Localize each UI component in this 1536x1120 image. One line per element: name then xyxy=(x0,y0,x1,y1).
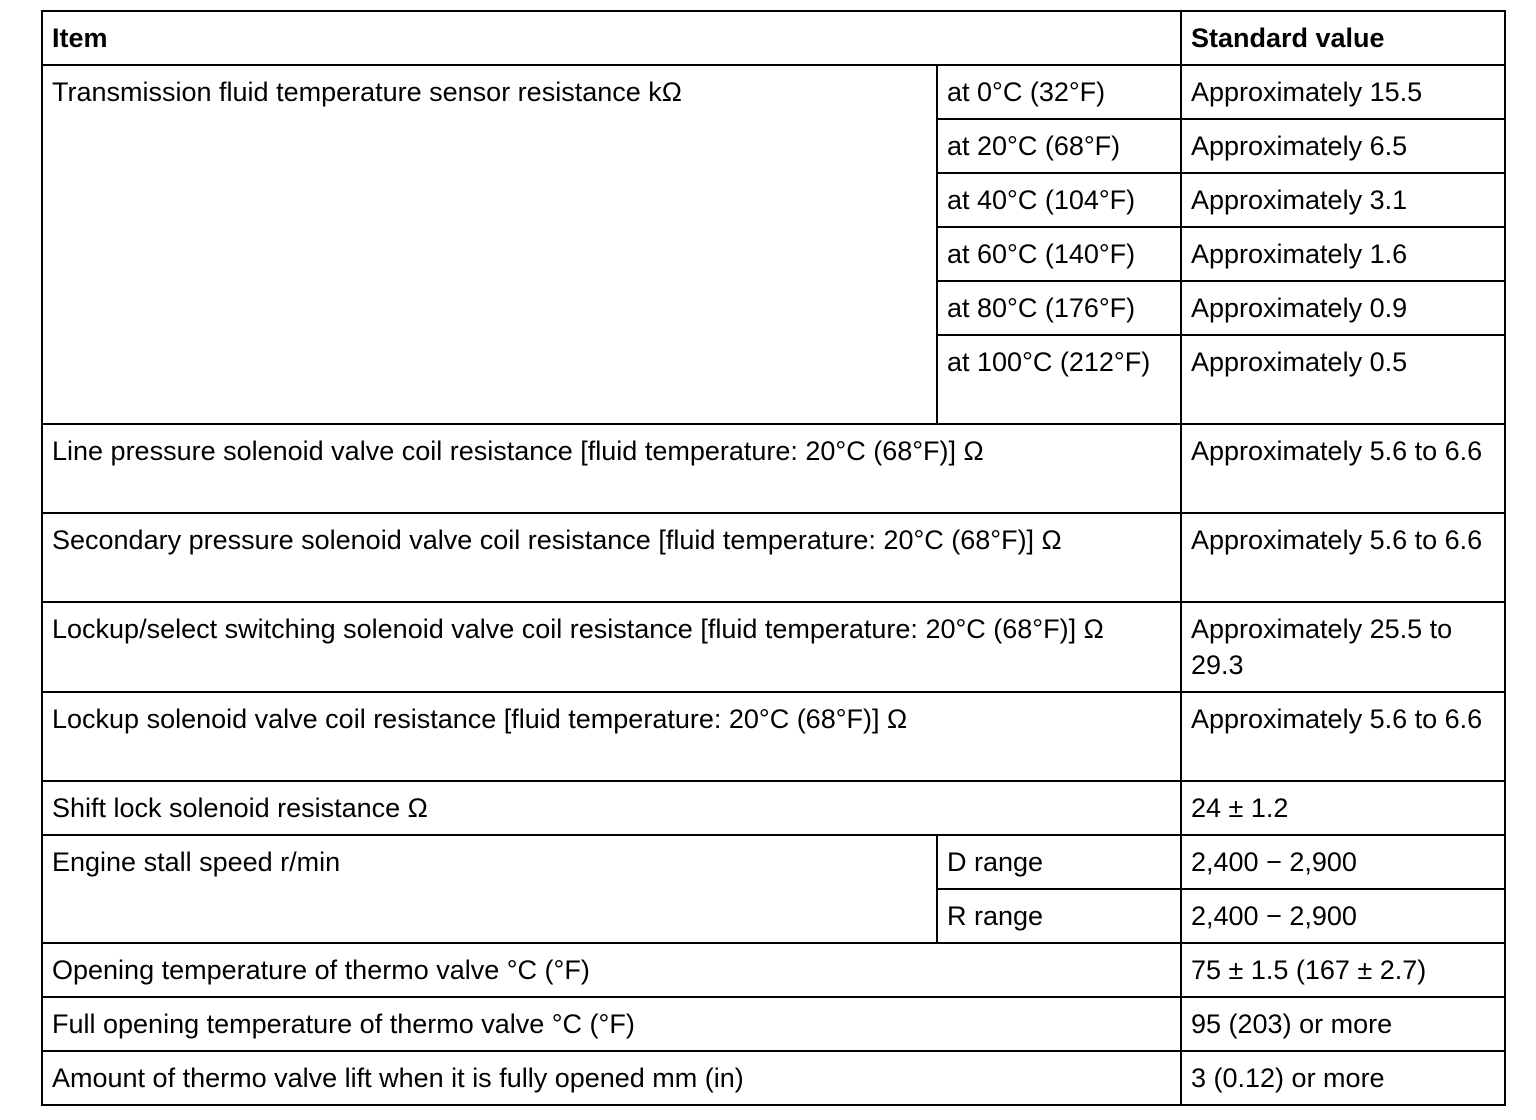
table-row xyxy=(42,513,1505,602)
value-cell: Approximately 0.5 xyxy=(1181,335,1505,424)
table-row xyxy=(42,424,1505,513)
value-cell: Approximately 6.5 xyxy=(1181,119,1505,173)
condition-cell: R range xyxy=(937,889,1181,943)
condition-cell: at 0°C (32°F) xyxy=(937,65,1181,119)
value-cell: Approximately 5.6 to 6.6 xyxy=(1181,513,1505,602)
item-shift-lock: Shift lock solenoid resistance Ω xyxy=(42,781,1181,835)
item-fluid-temp-sensor: Transmission fluid temperature sensor resistance kΩ xyxy=(42,65,937,424)
table-row xyxy=(42,943,1505,997)
table-row xyxy=(42,1051,1505,1105)
condition-cell: at 20°C (68°F) xyxy=(937,119,1181,173)
condition-cell: D range xyxy=(937,835,1181,889)
item-thermo-open: Opening temperature of thermo valve °C (°F) xyxy=(42,943,1181,997)
item-secondary-pressure: Secondary pressure solenoid valve coil resistance [fluid temperature: 20°C (68°F)] Ω xyxy=(42,513,1181,602)
value-cell: Approximately 1.6 xyxy=(1181,227,1505,281)
item-lockup-select: Lockup/select switching solenoid valve coil resistance [fluid temperature: 20°C (68°F)] Ω xyxy=(42,602,1181,692)
value-cell: 95 (203) or more xyxy=(1181,997,1505,1051)
specification-table xyxy=(41,10,1506,1106)
value-cell: Approximately 3.1 xyxy=(1181,173,1505,227)
table-row xyxy=(42,997,1505,1051)
condition-cell: at 100°C (212°F) xyxy=(937,335,1181,424)
item-thermo-full-open: Full opening temperature of thermo valve °C (°F) xyxy=(42,997,1181,1051)
item-stall-speed: Engine stall speed r/min xyxy=(42,835,937,943)
value-cell: 3 (0.12) or more xyxy=(1181,1051,1505,1105)
condition-cell: at 80°C (176°F) xyxy=(937,281,1181,335)
value-cell: 75 ± 1.5 (167 ± 2.7) xyxy=(1181,943,1505,997)
table-row xyxy=(42,692,1505,781)
item-thermo-lift: Amount of thermo valve lift when it is fully opened mm (in) xyxy=(42,1051,1181,1105)
value-cell: 2,400 − 2,900 xyxy=(1181,889,1505,943)
header-item: Item xyxy=(42,11,1181,65)
table-row xyxy=(42,781,1505,835)
item-lockup: Lockup solenoid valve coil resistance [fluid temperature: 20°C (68°F)] Ω xyxy=(42,692,1181,781)
value-cell: 24 ± 1.2 xyxy=(1181,781,1505,835)
condition-cell: at 40°C (104°F) xyxy=(937,173,1181,227)
value-cell: Approximately 0.9 xyxy=(1181,281,1505,335)
table-row xyxy=(42,65,1505,119)
condition-cell: at 60°C (140°F) xyxy=(937,227,1181,281)
table-row xyxy=(42,602,1505,692)
value-cell: Approximately 15.5 xyxy=(1181,65,1505,119)
value-cell: Approximately 5.6 to 6.6 xyxy=(1181,692,1505,781)
header-row xyxy=(42,11,1505,65)
header-standard-value: Standard value xyxy=(1181,11,1505,65)
item-line-pressure: Line pressure solenoid valve coil resistance [fluid temperature: 20°C (68°F)] Ω xyxy=(42,424,1181,513)
value-cell: Approximately 5.6 to 6.6 xyxy=(1181,424,1505,513)
value-cell: Approximately 25.5 to 29.3 xyxy=(1181,602,1505,692)
value-cell: 2,400 − 2,900 xyxy=(1181,835,1505,889)
table-row xyxy=(42,835,1505,889)
